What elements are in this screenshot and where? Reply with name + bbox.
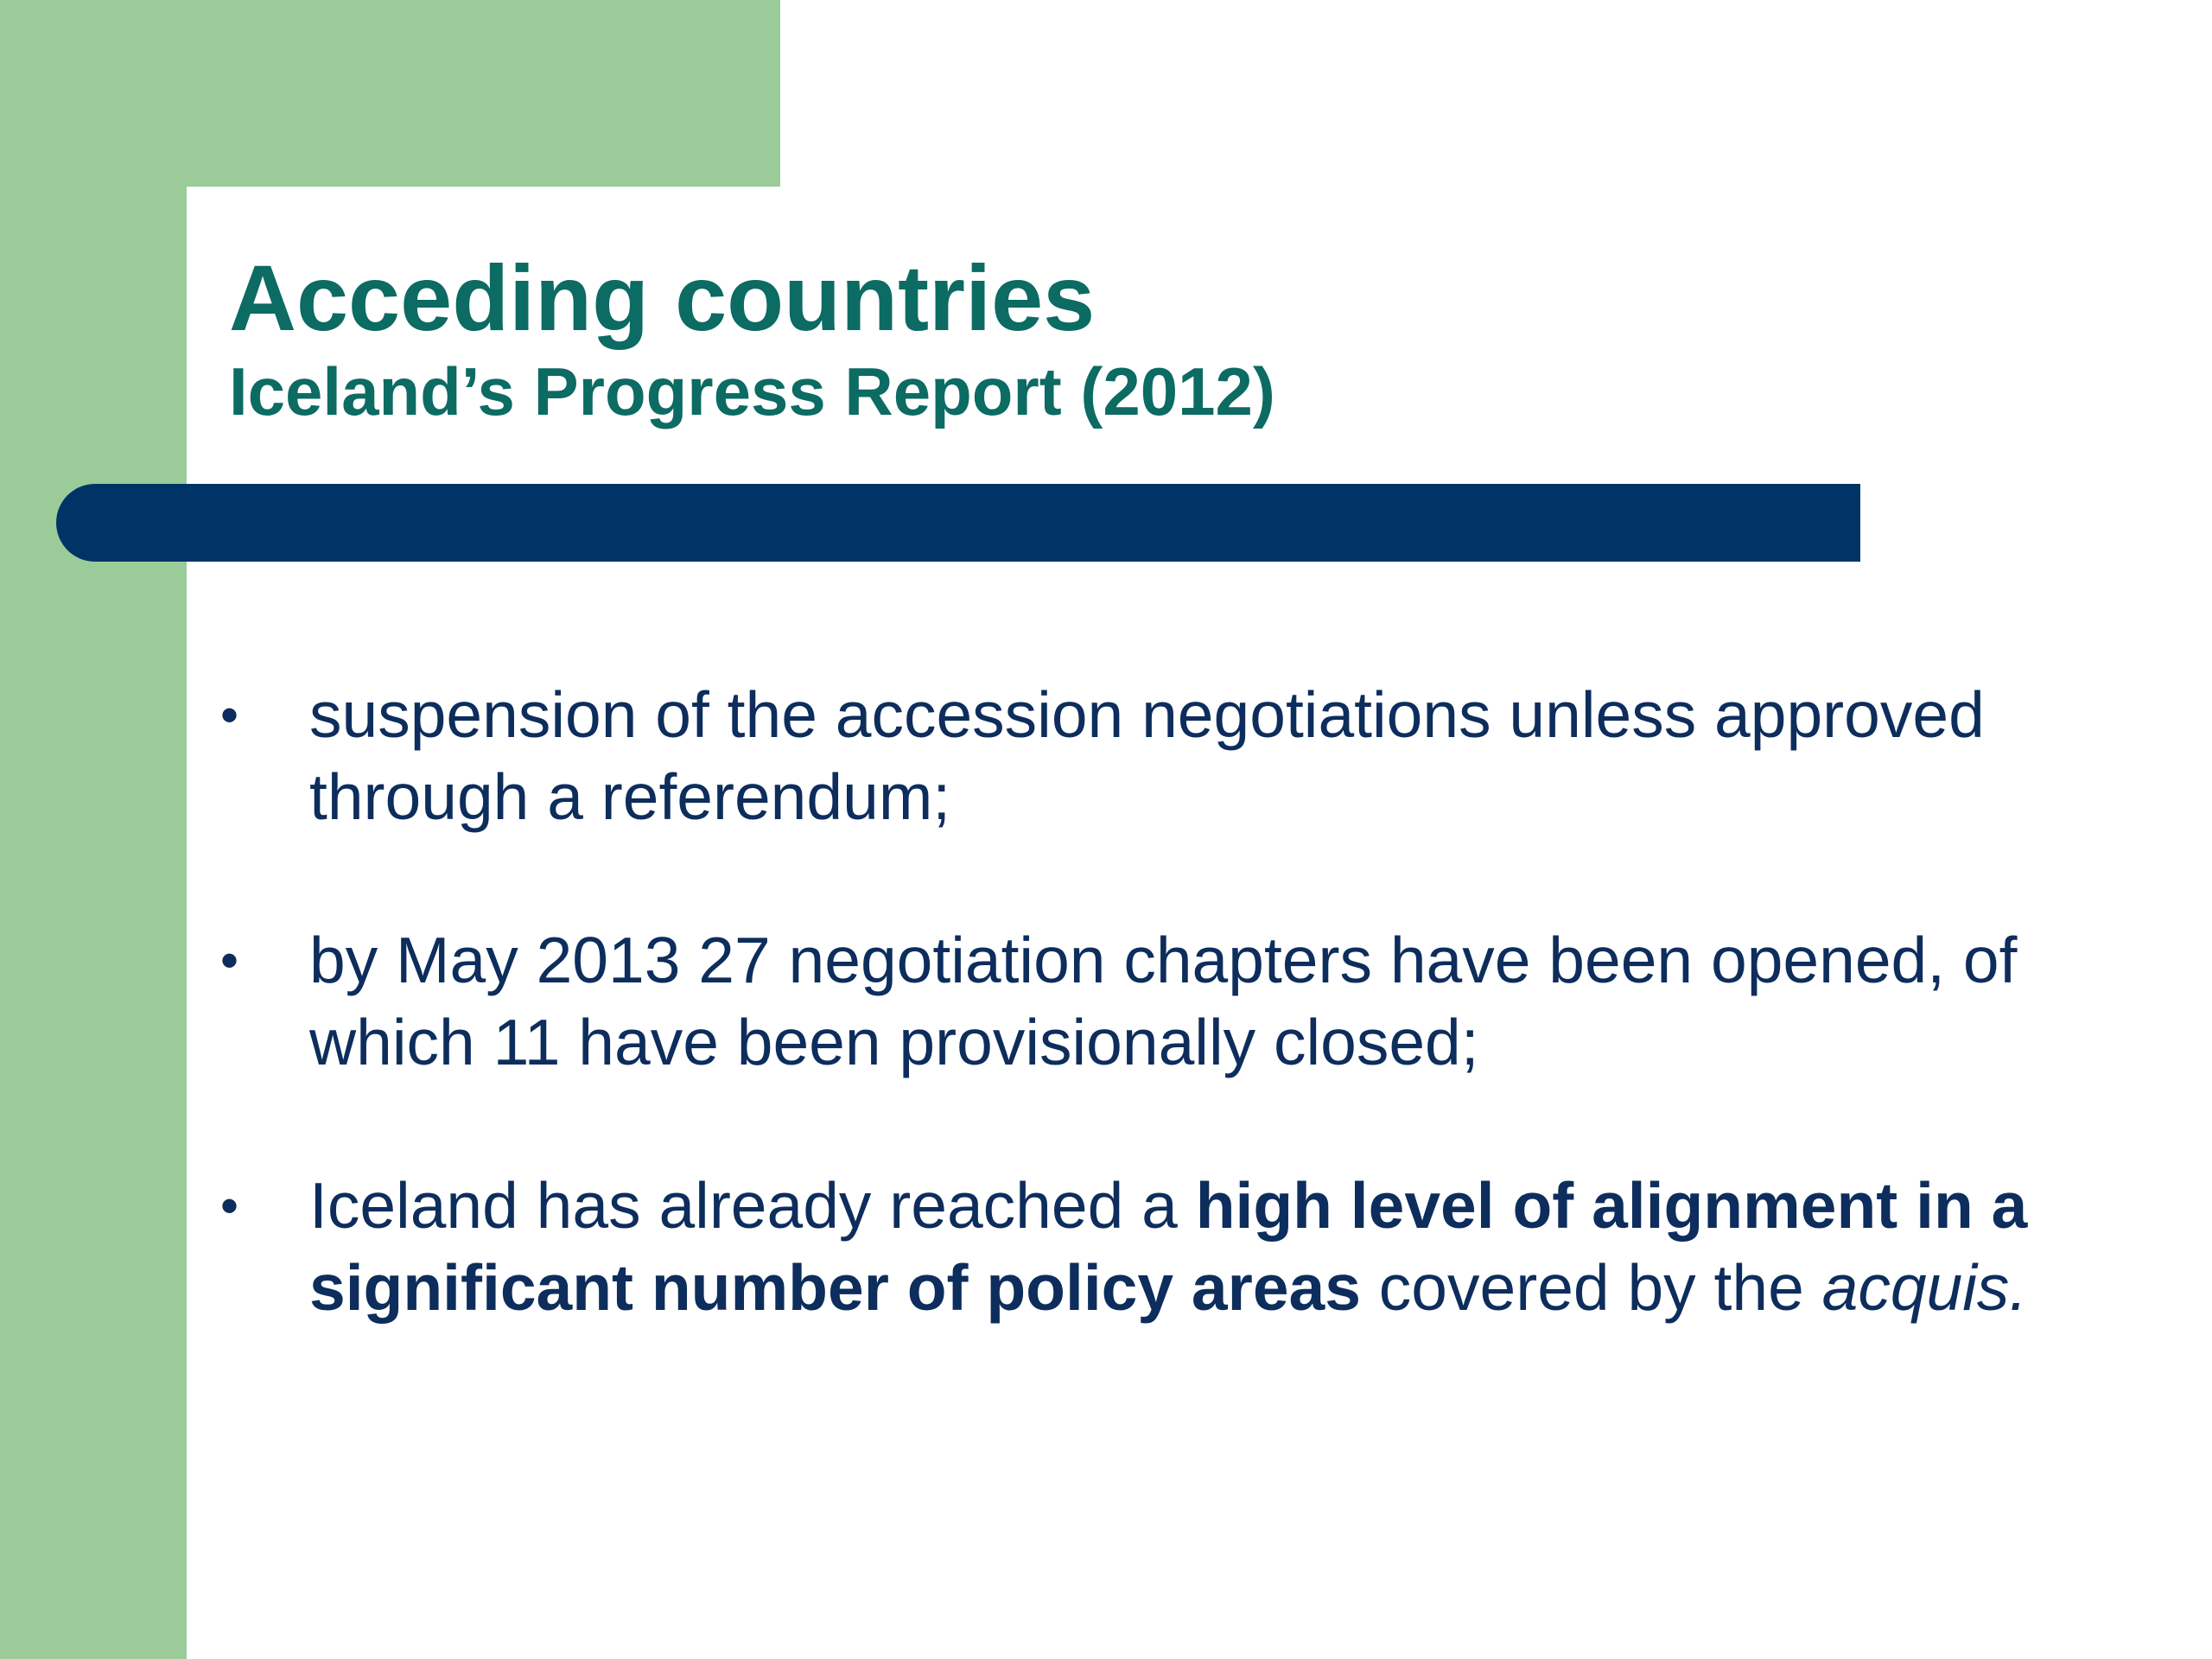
- bullet-icon: •: [220, 931, 239, 989]
- bullet-icon: •: [220, 1177, 239, 1235]
- bullet-text-prefix: Iceland has already reached a: [309, 1169, 1196, 1242]
- bullet-text-italic: acquis.: [1821, 1251, 2028, 1324]
- slide-title: Acceding countries: [229, 245, 1096, 350]
- title-block: [229, 246, 1871, 433]
- green-frame-top: [0, 0, 780, 187]
- bullet-item-chapters: [220, 919, 2078, 1084]
- bullet-text: by May 2013 27 negotiation chapters have been opened, of which 11 have been provisionally closed;: [309, 924, 2018, 1078]
- bullet-list: [220, 674, 2078, 1410]
- bullet-item-alignment: [220, 1165, 2078, 1329]
- title-divider-bar: [56, 484, 1860, 562]
- slide-subtitle: Iceland’s Progress Report (2012): [229, 353, 1275, 429]
- bullet-text-middle: covered by the: [1360, 1251, 1822, 1324]
- green-frame-left: [0, 0, 187, 1659]
- bullet-text: suspension of the accession negotiations unless approved through a referendum;: [309, 678, 1985, 833]
- bullet-item-referendum: [220, 674, 2078, 838]
- bullet-icon: •: [220, 686, 239, 744]
- bullet-text-bold: high level of alignment in a significant number of policy areas: [309, 1169, 2028, 1324]
